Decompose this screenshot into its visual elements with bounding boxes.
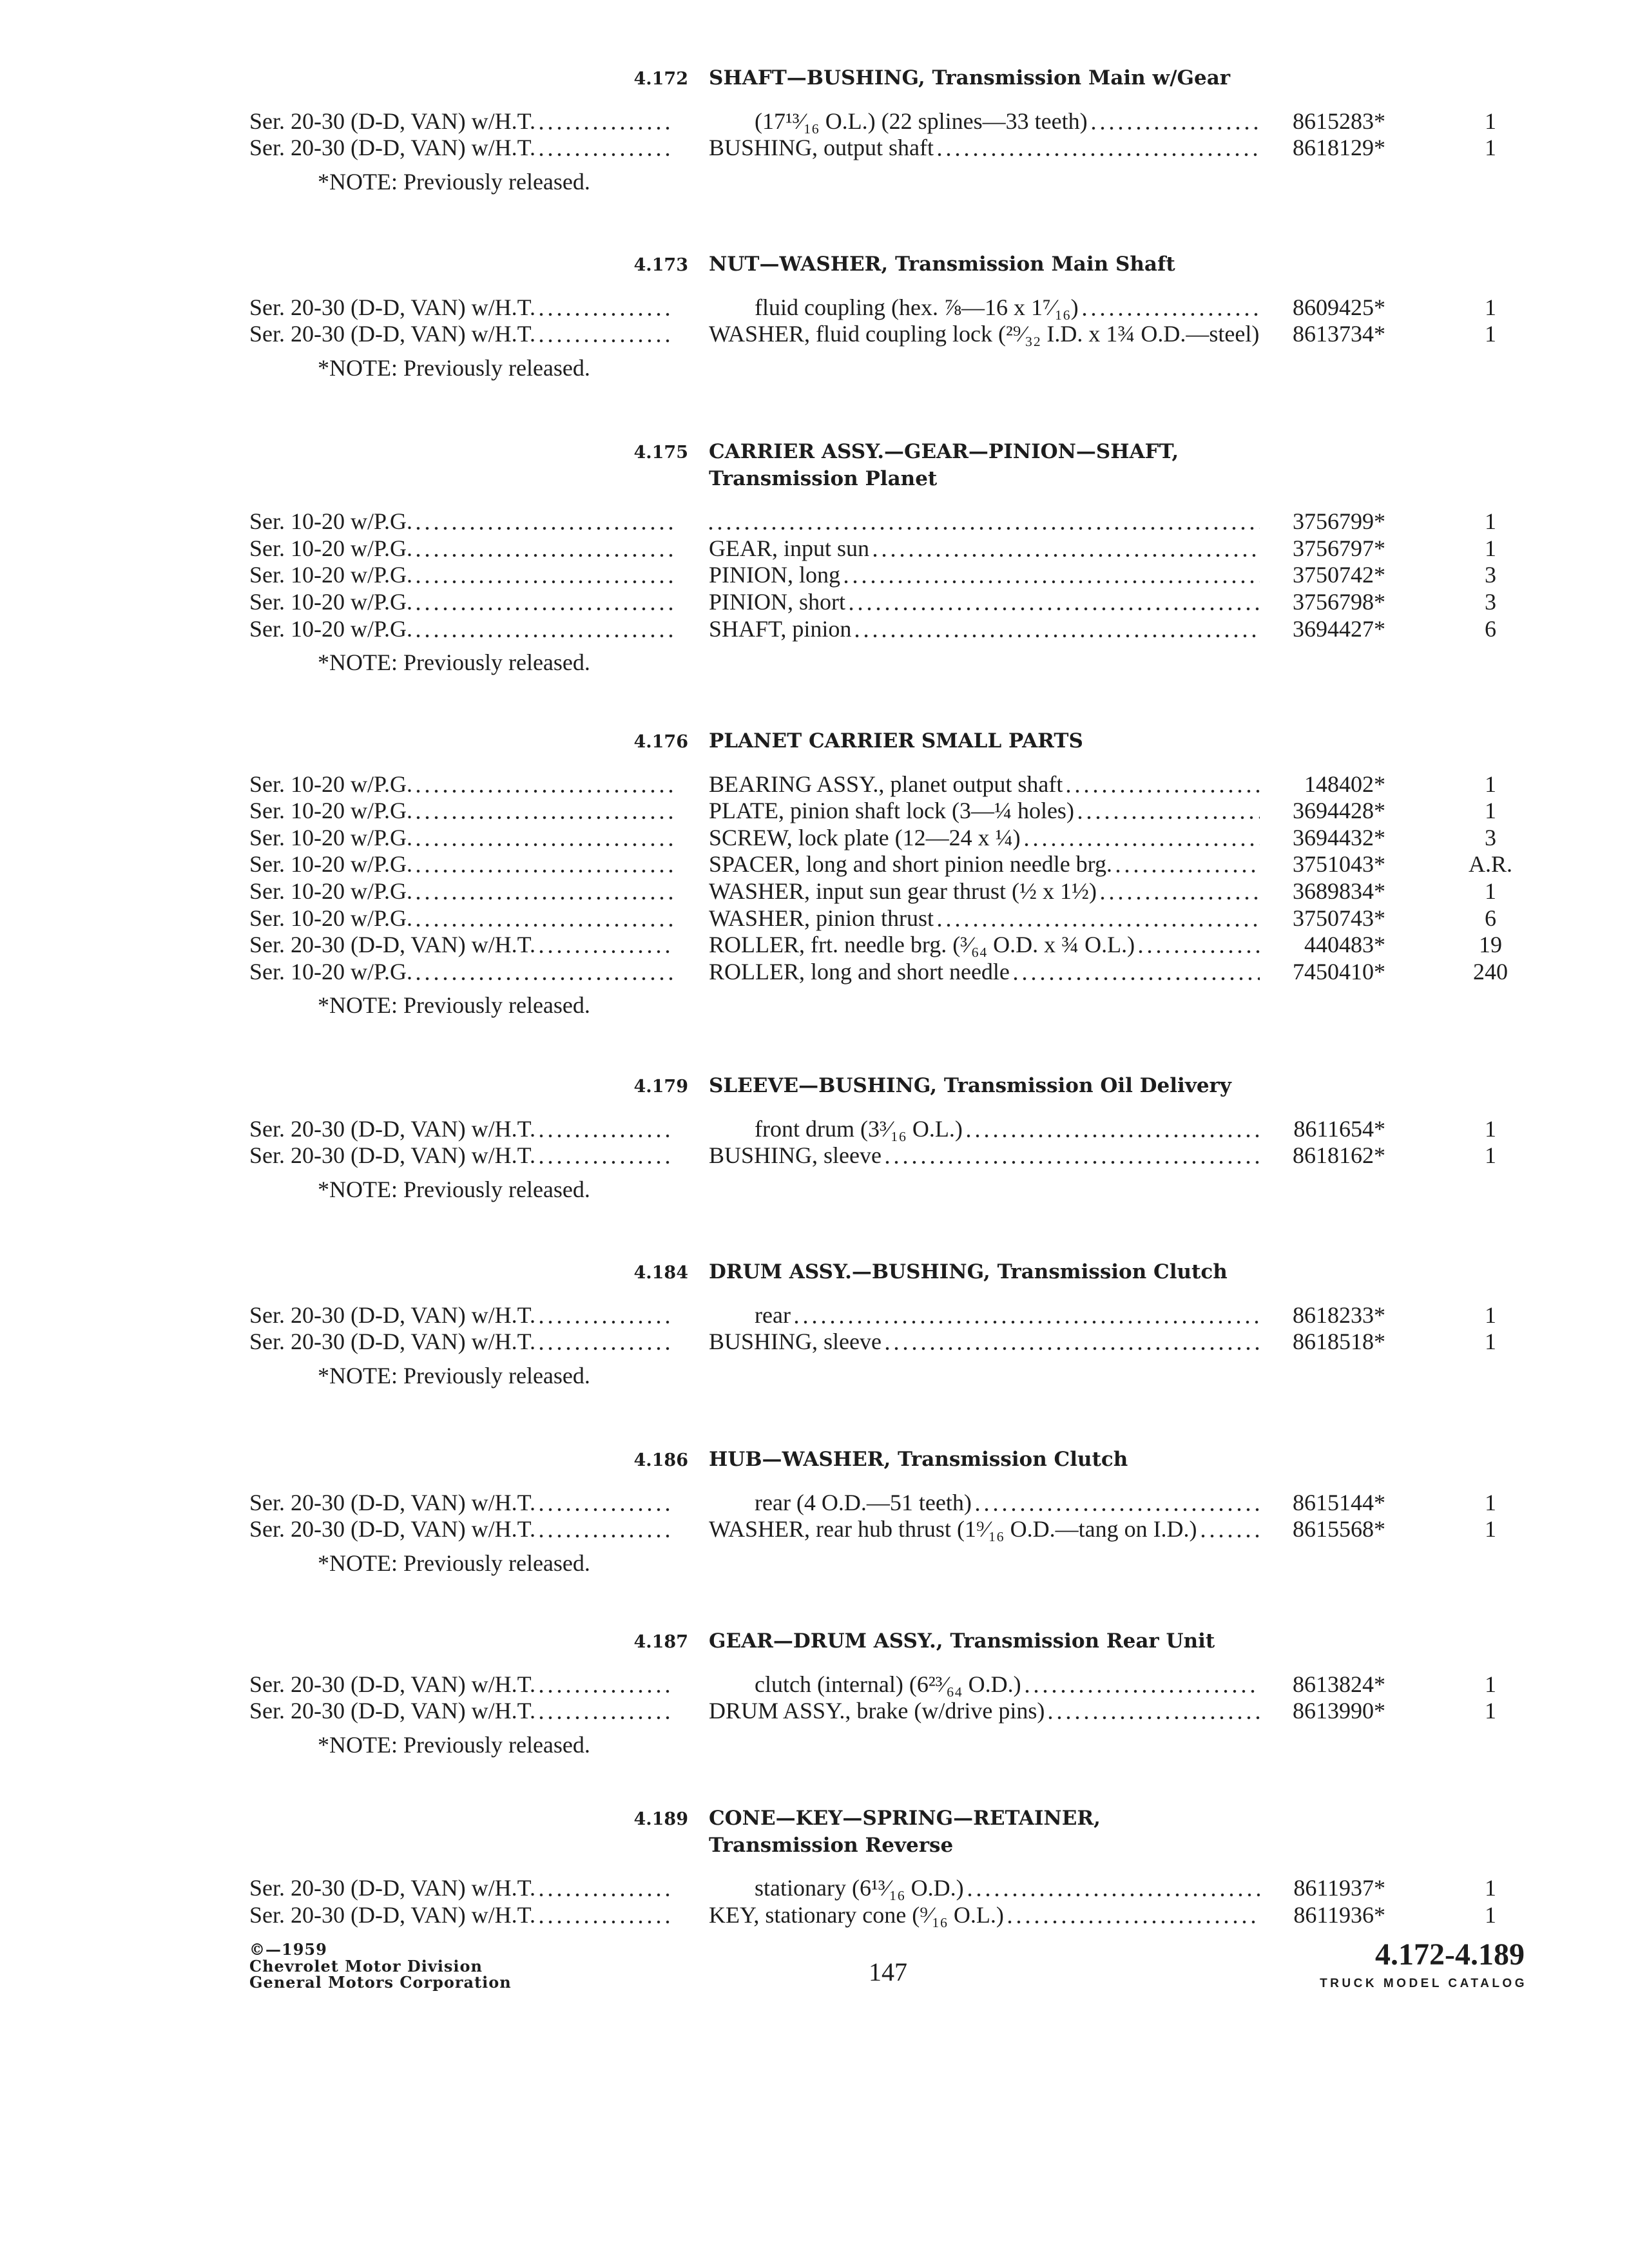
dot-leader	[885, 1329, 1260, 1356]
part-row	[0, 905, 1629, 932]
section-title: SLEEVE—BUSHING, Transmission Oil Delivery	[709, 1074, 1231, 1097]
application-cell	[249, 321, 673, 348]
description-text: WASHER, fluid coupling lock (²⁹⁄₃₂ I.D. x 1¾ O.D.—steel)	[709, 321, 1260, 347]
part-number: 8615568*	[1293, 1516, 1385, 1542]
dot-leader	[938, 905, 1260, 932]
description-text: rear (4 O.D.—51 teeth)	[755, 1489, 972, 1515]
application-cell	[249, 1698, 673, 1725]
quantity: 6	[1485, 615, 1496, 642]
application-cell	[249, 1302, 673, 1329]
corporation-name: General Motors Corporation	[249, 1973, 512, 1992]
quantity: 3	[1485, 824, 1496, 850]
dot-leader	[968, 1875, 1260, 1902]
description-text: BEARING ASSY., planet output shaft	[709, 771, 1063, 797]
section-title: HUB—WASHER, Transmission Clutch	[709, 1448, 1128, 1471]
dot-leader	[416, 562, 673, 589]
section-heading	[0, 251, 1629, 278]
part-row	[0, 825, 1629, 852]
dot-leader	[416, 535, 673, 562]
description-cell	[709, 589, 1260, 616]
section-title-line-2: Transmission Reverse	[709, 1833, 954, 1857]
dot-leader	[976, 1490, 1260, 1517]
description-cell	[709, 1902, 1260, 1929]
part-row	[0, 589, 1629, 616]
description-cell	[755, 1490, 1260, 1517]
application-text: Ser. 10-20 w/P.G.	[249, 508, 413, 535]
section-heading	[0, 1628, 1629, 1655]
catalog-section	[0, 1628, 1629, 1758]
dot-leader	[938, 135, 1260, 162]
application-text: Ser. 20-30 (D-D, VAN) w/H.T.	[249, 108, 535, 134]
description-cell	[709, 1329, 1260, 1356]
application-text: Ser. 10-20 w/P.G.	[249, 905, 413, 931]
dot-leader	[1025, 1671, 1260, 1698]
part-number: 8615283*	[1293, 108, 1385, 134]
description-text: SCREW, lock plate (12—24 x ¼)	[709, 824, 1021, 850]
part-row	[0, 1902, 1629, 1929]
quantity: 1	[1485, 135, 1496, 161]
catalog-section	[0, 439, 1629, 677]
quantity: 1	[1485, 1671, 1496, 1697]
section-note: *NOTE: Previously released.	[318, 168, 590, 195]
application-cell	[249, 1902, 673, 1929]
description-text: PINION, long	[709, 562, 840, 588]
section-heading	[0, 728, 1629, 755]
application-text: Ser. 10-20 w/P.G.	[249, 535, 413, 561]
description-cell	[755, 1116, 1260, 1143]
description-cell	[755, 1671, 1260, 1698]
dot-leader	[416, 589, 673, 616]
division-name: Chevrolet Motor Division	[249, 1956, 483, 1975]
dot-leader	[416, 798, 673, 825]
part-row	[0, 1698, 1629, 1725]
dot-leader	[539, 1302, 673, 1329]
dot-leader	[539, 321, 673, 348]
application-cell	[249, 1875, 673, 1902]
dot-leader	[416, 851, 673, 878]
part-row	[0, 932, 1629, 959]
section-number: 4.187	[633, 1632, 688, 1652]
dot-leader	[539, 1875, 673, 1902]
quantity: 1	[1485, 1329, 1496, 1355]
description-cell	[709, 135, 1260, 162]
description-text: ROLLER, frt. needle brg. (³⁄₆₄ O.D. x ¾ O.L.)	[709, 932, 1135, 958]
application-text: Ser. 20-30 (D-D, VAN) w/H.T.	[249, 1329, 535, 1355]
section-heading	[0, 1805, 1629, 1859]
application-text: Ser. 10-20 w/P.G.	[249, 771, 413, 797]
section-number: 4.176	[633, 732, 688, 752]
dot-leader	[1116, 851, 1260, 878]
part-row	[0, 771, 1629, 798]
application-cell	[249, 851, 673, 878]
application-cell	[249, 1490, 673, 1517]
part-number: 3750743*	[1293, 905, 1385, 931]
part-row	[0, 1302, 1629, 1329]
catalog-section	[0, 1446, 1629, 1577]
dot-leader	[539, 1698, 673, 1725]
description-text: fluid coupling (hex. ⅞—16 x 1⁷⁄₁₆)	[755, 294, 1079, 320]
dot-leader	[1083, 294, 1260, 322]
application-text: Ser. 20-30 (D-D, VAN) w/H.T.	[249, 1142, 535, 1169]
quantity: 1	[1485, 798, 1496, 824]
part-number: 8613824*	[1293, 1671, 1385, 1697]
section-number: 4.184	[633, 1263, 688, 1283]
catalog-section	[0, 1259, 1629, 1389]
application-cell	[249, 878, 673, 905]
description-text: PLATE, pinion shaft lock (3—¼ holes)	[709, 798, 1074, 824]
description-cell	[709, 616, 1260, 643]
part-number: 440483*	[1304, 932, 1385, 958]
application-text: Ser. 10-20 w/P.G.	[249, 958, 413, 985]
part-number: 3689834*	[1293, 878, 1385, 904]
catalog-section	[0, 1073, 1629, 1203]
dot-leader	[416, 616, 673, 643]
part-number: 3750742*	[1293, 562, 1385, 588]
section-note: *NOTE: Previously released.	[318, 1362, 590, 1389]
description-text: BUSHING, sleeve	[709, 1142, 882, 1169]
part-row	[0, 878, 1629, 905]
page-number: 147	[869, 1957, 907, 1986]
part-row	[0, 1875, 1629, 1902]
description-cell	[755, 1875, 1260, 1902]
part-row	[0, 508, 1629, 535]
section-title: PLANET CARRIER SMALL PARTS	[709, 729, 1083, 753]
catalog-section	[0, 728, 1629, 1019]
quantity: 3	[1485, 588, 1496, 615]
part-number: 8613734*	[1293, 321, 1385, 347]
description-cell	[709, 1698, 1260, 1725]
part-row	[0, 959, 1629, 986]
part-row	[0, 1116, 1629, 1143]
catalog-section	[0, 251, 1629, 381]
description-cell	[709, 535, 1260, 562]
part-number: 8613990*	[1293, 1698, 1385, 1724]
description-cell	[709, 825, 1260, 852]
quantity: 1	[1485, 1115, 1496, 1142]
description-text: WASHER, rear hub thrust (1⁹⁄₁₆ O.D.—tang on I.D.)	[709, 1516, 1197, 1542]
dot-leader	[539, 108, 673, 135]
section-title-line-2: Transmission Planet	[709, 466, 938, 490]
part-row	[0, 1142, 1629, 1169]
description-text: (17¹³⁄₁₆ O.L.) (22 splines—33 teeth)	[755, 108, 1088, 134]
quantity: 1	[1485, 878, 1496, 904]
quantity: 1	[1485, 508, 1496, 535]
part-row	[0, 108, 1629, 135]
description-cell	[709, 1142, 1260, 1169]
description-cell	[755, 108, 1260, 135]
description-text: SHAFT, pinion	[709, 615, 852, 642]
dot-leader	[1025, 825, 1260, 852]
dot-leader	[416, 878, 673, 905]
section-title: DRUM ASSY.—BUSHING, Transmission Clutch	[709, 1260, 1228, 1283]
description-cell	[709, 905, 1260, 932]
section-number: 4.186	[633, 1450, 688, 1470]
section-number: 4.179	[633, 1077, 688, 1097]
application-cell	[249, 932, 673, 959]
application-text: Ser. 10-20 w/P.G.	[249, 615, 413, 642]
section-note: *NOTE: Previously released.	[318, 649, 590, 676]
section-title: CARRIER ASSY.—GEAR—PINION—SHAFT,	[709, 440, 1179, 463]
part-number: 8611654*	[1293, 1115, 1385, 1142]
application-cell	[249, 1671, 673, 1698]
section-heading	[0, 65, 1629, 92]
dot-leader	[539, 1671, 673, 1698]
dot-leader	[1201, 1516, 1260, 1543]
section-heading	[0, 1446, 1629, 1474]
part-row	[0, 616, 1629, 643]
dot-leader	[885, 1142, 1260, 1169]
dot-leader	[539, 1142, 673, 1169]
application-cell	[249, 1329, 673, 1356]
description-cell	[755, 294, 1260, 322]
quantity: A.R.	[1468, 851, 1512, 878]
part-number: 8618162*	[1293, 1142, 1385, 1169]
dot-leader	[1008, 1902, 1260, 1929]
part-number: 8615144*	[1293, 1489, 1385, 1515]
section-title: NUT—WASHER, Transmission Main Shaft	[709, 253, 1175, 276]
section-heading	[0, 1259, 1629, 1286]
dot-leader	[1092, 108, 1260, 135]
part-number: 3694432*	[1293, 824, 1385, 850]
dot-leader	[539, 932, 673, 959]
application-cell	[249, 616, 673, 643]
section-number: 4.189	[633, 1809, 688, 1829]
application-text: Ser. 10-20 w/P.G.	[249, 562, 413, 588]
description-cell	[709, 959, 1260, 986]
description-text: GEAR, input sun	[709, 535, 870, 561]
part-number: 7450410*	[1293, 958, 1385, 985]
copyright-block	[249, 1941, 512, 1991]
section-range: 4.172-4.189	[1375, 1937, 1525, 1972]
quantity: 1	[1485, 1516, 1496, 1542]
application-cell	[249, 562, 673, 589]
application-cell	[249, 905, 673, 932]
copyright-year: ©—1959	[249, 1940, 327, 1959]
part-number: 8618129*	[1293, 135, 1385, 161]
dot-leader	[1014, 959, 1260, 986]
application-text: Ser. 20-30 (D-D, VAN) w/H.T.	[249, 1698, 535, 1724]
part-number: 8609425*	[1293, 294, 1385, 320]
part-number: 148402*	[1304, 771, 1385, 797]
section-heading	[0, 439, 1629, 492]
quantity: 1	[1485, 1489, 1496, 1515]
quantity: 1	[1485, 1302, 1496, 1328]
part-row	[0, 1671, 1629, 1698]
application-text: Ser. 10-20 w/P.G.	[249, 851, 413, 878]
application-cell	[249, 294, 673, 322]
dot-leader	[539, 135, 673, 162]
application-cell	[249, 508, 673, 535]
dot-leader	[873, 535, 1260, 562]
dot-leader	[1139, 932, 1260, 959]
description-cell	[709, 798, 1260, 825]
quantity: 1	[1485, 535, 1496, 561]
part-row	[0, 321, 1629, 348]
quantity: 19	[1479, 932, 1502, 958]
description-cell	[709, 932, 1260, 959]
application-text: Ser. 20-30 (D-D, VAN) w/H.T.	[249, 932, 535, 958]
catalog-section	[0, 65, 1629, 195]
dot-leader	[539, 294, 673, 322]
application-text: Ser. 20-30 (D-D, VAN) w/H.T.	[249, 1489, 535, 1515]
description-text: SPACER, long and short pinion needle brg.	[709, 851, 1113, 878]
dot-leader	[416, 508, 673, 535]
part-number: 3756798*	[1293, 588, 1385, 615]
section-title: SHAFT—BUSHING, Transmission Main w/Gear	[709, 66, 1231, 90]
quantity: 1	[1485, 1875, 1496, 1901]
description-cell	[709, 771, 1260, 798]
application-cell	[249, 798, 673, 825]
dot-leader	[1066, 771, 1260, 798]
dot-leader	[416, 825, 673, 852]
quantity: 1	[1485, 1901, 1496, 1928]
part-row	[0, 798, 1629, 825]
description-text: WASHER, pinion thrust	[709, 905, 934, 931]
application-text: Ser. 20-30 (D-D, VAN) w/H.T.	[249, 294, 535, 320]
application-cell	[249, 1116, 673, 1143]
dot-leader	[416, 959, 673, 986]
section-number: 4.175	[633, 443, 688, 463]
application-text: Ser. 20-30 (D-D, VAN) w/H.T.	[249, 321, 535, 347]
application-cell	[249, 135, 673, 162]
application-text: Ser. 20-30 (D-D, VAN) w/H.T.	[249, 1671, 535, 1697]
dot-leader	[539, 1329, 673, 1356]
dot-leader	[539, 1116, 673, 1143]
part-row	[0, 294, 1629, 322]
dot-leader	[539, 1902, 673, 1929]
part-row	[0, 535, 1629, 562]
dot-leader	[795, 1302, 1260, 1329]
quantity: 240	[1473, 958, 1508, 985]
part-number: 8611936*	[1293, 1901, 1385, 1928]
section-note: *NOTE: Previously released.	[318, 1550, 590, 1576]
application-cell	[249, 771, 673, 798]
dot-leader	[539, 1490, 673, 1517]
section-note: *NOTE: Previously released.	[318, 1731, 590, 1758]
part-number: 8618518*	[1293, 1329, 1385, 1355]
dot-leader	[967, 1116, 1260, 1143]
dot-leader	[1048, 1698, 1260, 1725]
dot-leader	[855, 616, 1260, 643]
quantity: 1	[1485, 108, 1496, 134]
description-text: BUSHING, sleeve	[709, 1329, 882, 1355]
description-text: ROLLER, long and short needle	[709, 958, 1010, 985]
dot-leader	[416, 771, 673, 798]
quantity: 1	[1485, 1698, 1496, 1724]
part-row	[0, 1490, 1629, 1517]
description-cell	[709, 1516, 1260, 1543]
part-number: 3694428*	[1293, 798, 1385, 824]
section-number: 4.173	[633, 255, 688, 275]
quantity: 1	[1485, 294, 1496, 320]
description-text: rear	[755, 1302, 791, 1328]
application-text: Ser. 10-20 w/P.G.	[249, 798, 413, 824]
dot-leader	[1078, 798, 1260, 825]
application-cell	[249, 959, 673, 986]
section-note: *NOTE: Previously released.	[318, 354, 590, 381]
part-row	[0, 851, 1629, 878]
part-number: 8618233*	[1293, 1302, 1385, 1328]
description-cell	[709, 508, 1260, 535]
application-text: Ser. 10-20 w/P.G.	[249, 588, 413, 615]
application-cell	[249, 1516, 673, 1543]
description-cell	[709, 878, 1260, 905]
part-number: 3694427*	[1293, 615, 1385, 642]
section-title: CONE—KEY—SPRING—RETAINER,	[709, 1807, 1101, 1830]
part-number: 3756799*	[1293, 508, 1385, 535]
application-text: Ser. 20-30 (D-D, VAN) w/H.T.	[249, 1302, 535, 1328]
description-text: BUSHING, output shaft	[709, 135, 934, 161]
application-text: Ser. 20-30 (D-D, VAN) w/H.T.	[249, 1901, 535, 1928]
section-note: *NOTE: Previously released.	[318, 992, 590, 1019]
dot-leader	[1101, 878, 1260, 905]
description-text: PINION, short	[709, 588, 845, 615]
section-number: 4.172	[633, 69, 688, 89]
application-text: Ser. 20-30 (D-D, VAN) w/H.T.	[249, 1516, 535, 1542]
application-cell	[249, 535, 673, 562]
application-text: Ser. 10-20 w/P.G.	[249, 878, 413, 904]
application-cell	[249, 1142, 673, 1169]
quantity: 1	[1485, 771, 1496, 797]
part-row	[0, 562, 1629, 589]
dot-leader	[709, 508, 1260, 535]
description-text: DRUM ASSY., brake (w/drive pins)	[709, 1698, 1045, 1724]
description-text: clutch (internal) (6²³⁄₆₄ O.D.)	[755, 1671, 1021, 1697]
catalog-section	[0, 1805, 1629, 1928]
application-text: Ser. 10-20 w/P.G.	[249, 824, 413, 850]
section-title: GEAR—DRUM ASSY., Transmission Rear Unit	[709, 1629, 1215, 1653]
dot-leader	[416, 905, 673, 932]
quantity: 1	[1485, 1142, 1496, 1169]
application-text: Ser. 20-30 (D-D, VAN) w/H.T.	[249, 1115, 535, 1142]
quantity: 1	[1485, 321, 1496, 347]
part-number: 8611937*	[1293, 1875, 1385, 1901]
quantity: 6	[1485, 905, 1496, 931]
dot-leader	[849, 589, 1260, 616]
part-row	[0, 135, 1629, 162]
part-row	[0, 1329, 1629, 1356]
description-text: stationary (6¹³⁄₁₆ O.D.)	[755, 1875, 964, 1901]
description-cell	[709, 321, 1260, 348]
application-cell	[249, 825, 673, 852]
application-text: Ser. 20-30 (D-D, VAN) w/H.T.	[249, 1875, 535, 1901]
description-text: WASHER, input sun gear thrust (½ x 1½)	[709, 878, 1097, 904]
part-number: 3751043*	[1293, 851, 1385, 878]
description-text: KEY, stationary cone (⁹⁄₁₆ O.L.)	[709, 1901, 1004, 1928]
description-cell	[709, 562, 1260, 589]
description-cell	[755, 1302, 1260, 1329]
part-number: 3756797*	[1293, 535, 1385, 561]
section-note: *NOTE: Previously released.	[318, 1176, 590, 1202]
part-row	[0, 1516, 1629, 1543]
description-cell	[709, 851, 1260, 878]
dot-leader	[844, 562, 1260, 589]
description-text: front drum (3³⁄₁₆ O.L.)	[755, 1115, 963, 1142]
catalog-name: TRUCK MODEL CATALOG	[1320, 1977, 1527, 1990]
quantity: 3	[1485, 562, 1496, 588]
application-cell	[249, 589, 673, 616]
dot-leader	[539, 1516, 673, 1543]
application-cell	[249, 108, 673, 135]
application-text: Ser. 20-30 (D-D, VAN) w/H.T.	[249, 135, 535, 161]
section-heading	[0, 1073, 1629, 1100]
